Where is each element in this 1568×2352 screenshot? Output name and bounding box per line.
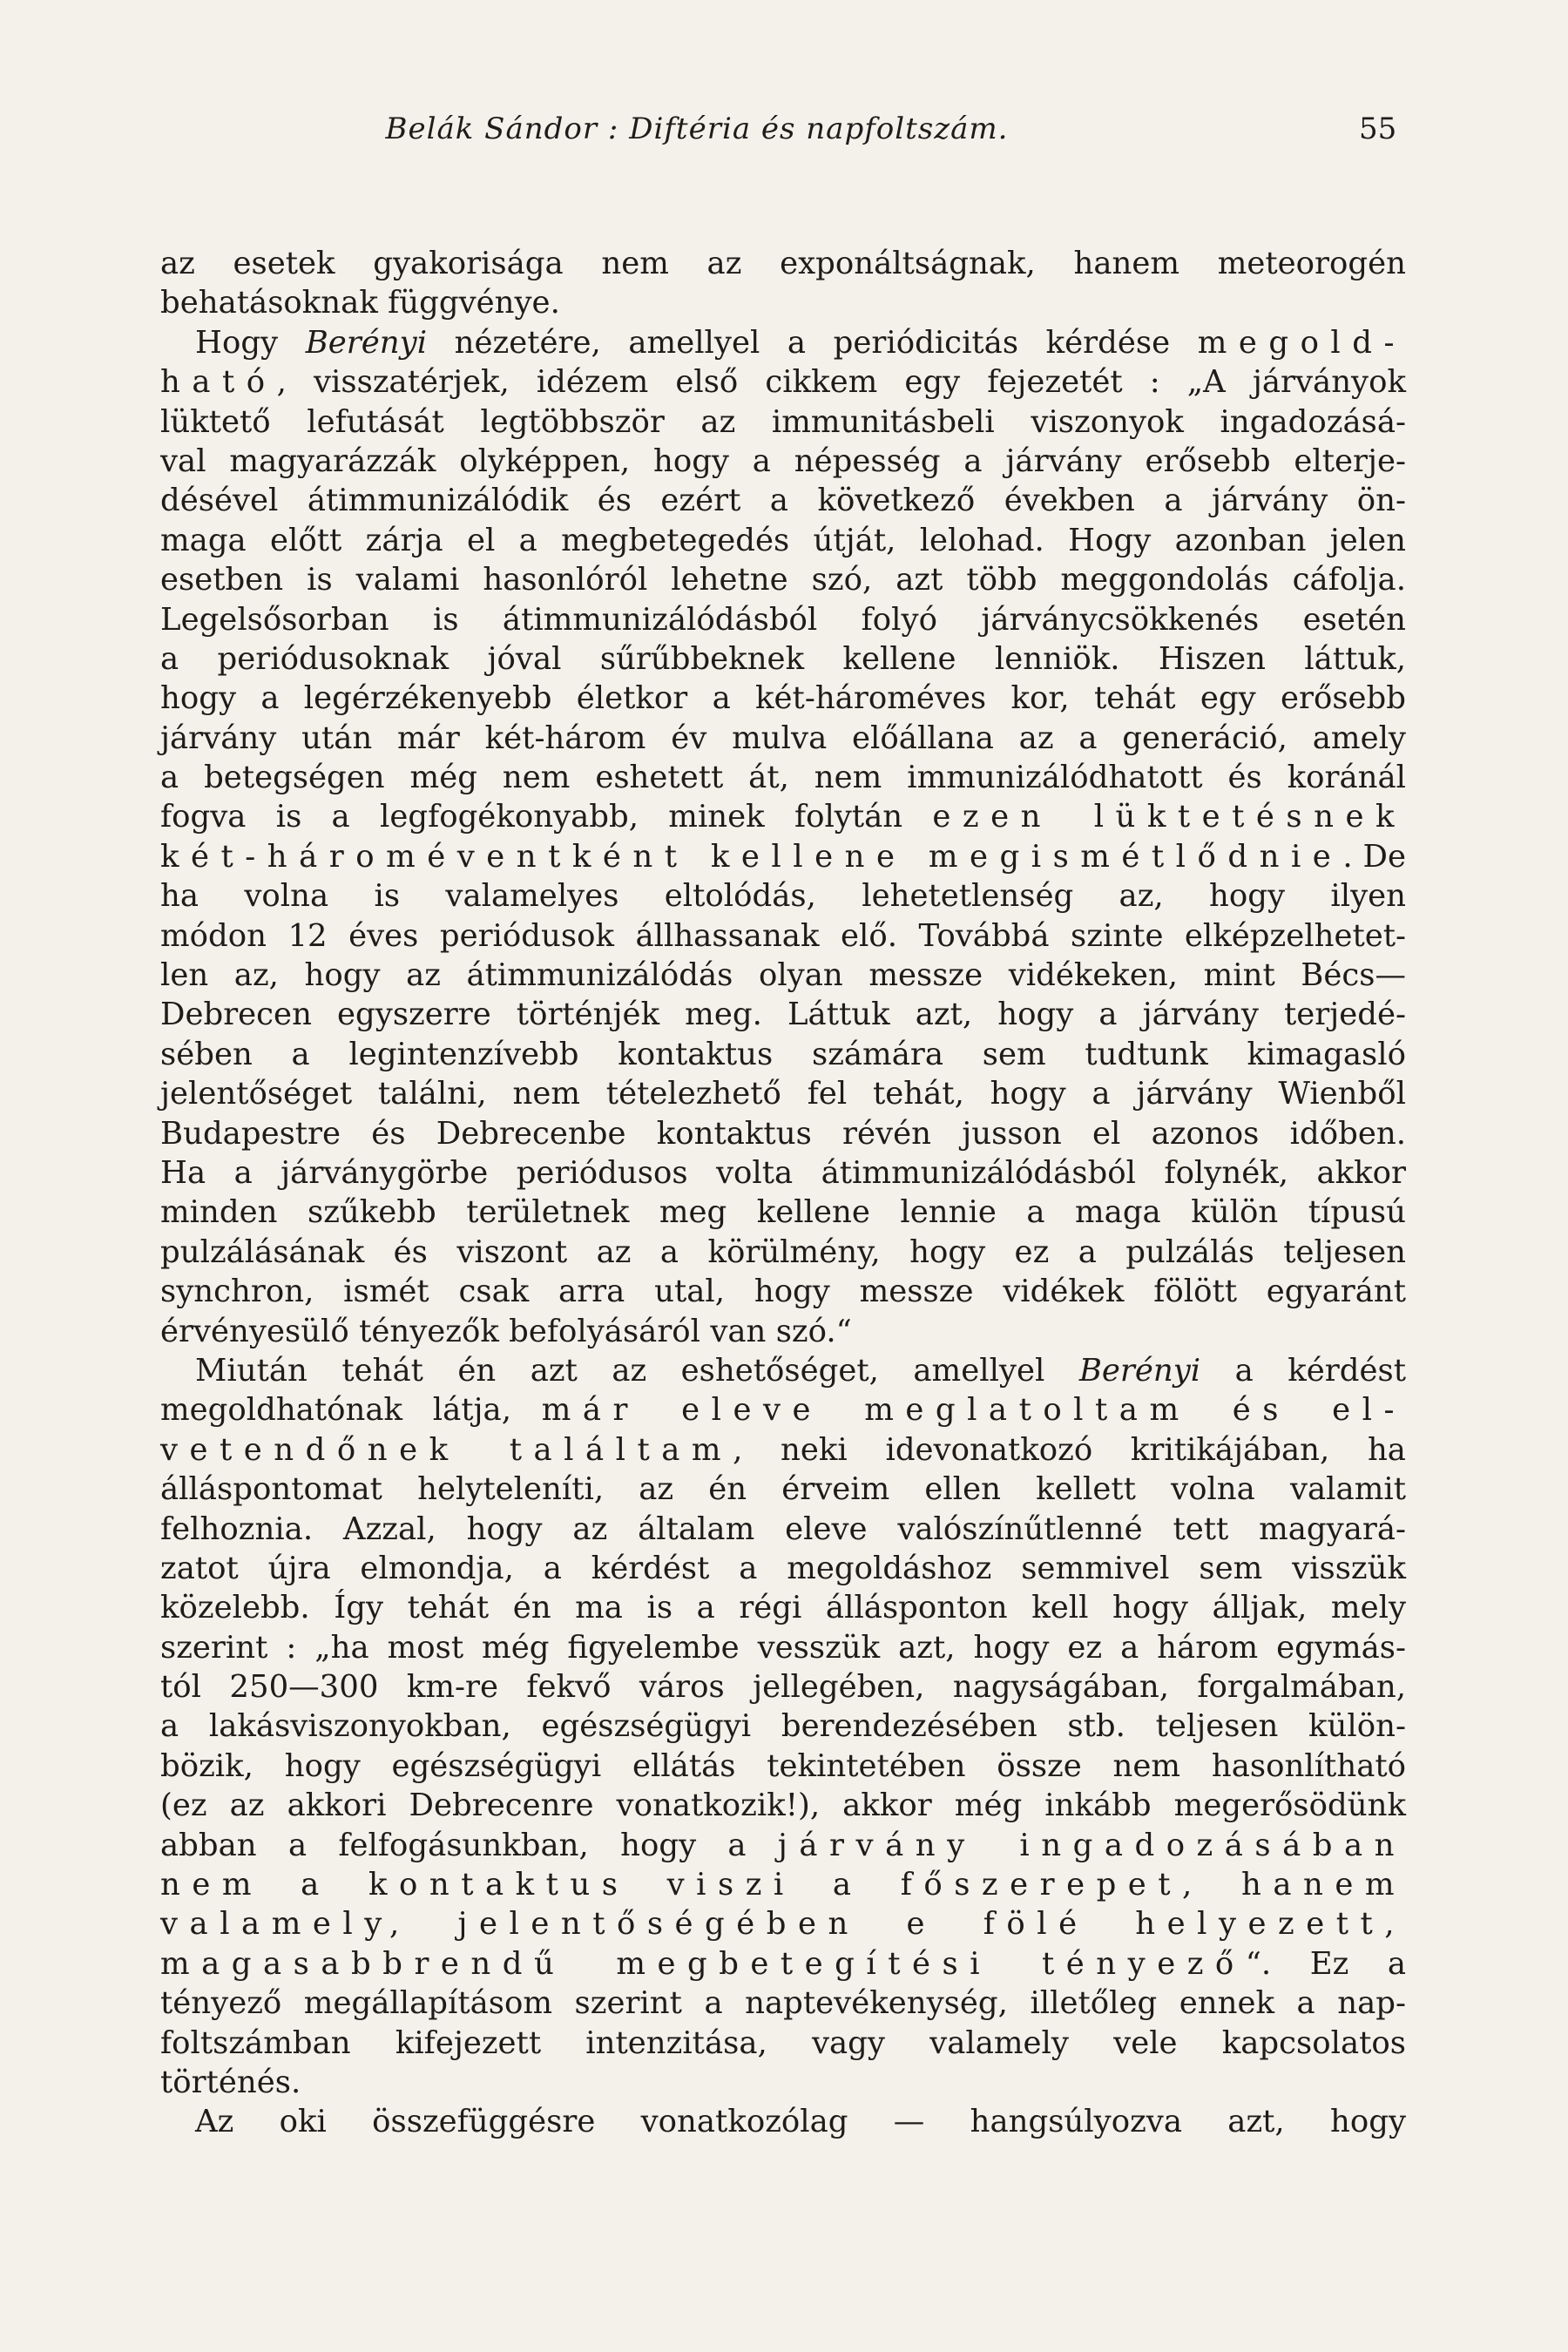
text-line: fogva is a legfogékonyabb, minek folytán ezen lüktetésnek: [160, 799, 1406, 835]
spaced-emphasis: járvány ingadozásában: [777, 1827, 1406, 1863]
spaced-emphasis: már eleve meglatoltam és el-: [541, 1392, 1406, 1429]
text-line: Miután tehát én azt az eshetőséget, amellyel Berényi a kérdést: [195, 1352, 1406, 1389]
text-line: lüktető lefutását legtöbbször az immunitásbeli viszonyok ingadozásá-: [160, 403, 1406, 440]
text-line: désével átimmunizálódik és ezért a következő években a járvány ön-: [160, 483, 1406, 519]
text-line: vetendőnek találtam, neki idevonatkozó kritikájában, ha: [160, 1431, 1406, 1468]
text-line: a lakásviszonyokban, egészségügyi berendezésében stb. teljesen külön-: [160, 1708, 1406, 1745]
text-line: minden szűkebb területnek meg kellene lennie a maga külön típusú: [160, 1194, 1406, 1231]
spaced-emphasis: ható: [160, 364, 277, 401]
text-line: synchron, ismét csak arra utal, hogy messze vidékek fölött egyaránt: [160, 1274, 1406, 1310]
running-title: Belák Sándor : Diftéria és napfoltszám.: [385, 112, 1009, 146]
text-line: tényező megállapításom szerint a naptevékenység, illetőleg ennek a nap-: [160, 1985, 1406, 2022]
text-line: foltszámban kifejezett intenzitása, vagy valamely vele kapcsolatos: [160, 2024, 1406, 2061]
body-text: [160, 244, 1406, 2142]
text-line: maga előtt zárja el a megbetegedés útját, lelohad. Hogy azonban jelen: [160, 522, 1406, 558]
text-line: Legelsősorban is átimmunizálódásból folyó járványcsökkenés esetén: [160, 601, 1406, 638]
text-line: történés.: [160, 2064, 301, 2100]
text-line: tól 250—300 km-re fekvő város jellegében, nagyságában, forgalmában,: [160, 1669, 1406, 1706]
text-line: szerint : „ha most még figyelembe vesszük azt, hogy ez a három egymás-: [160, 1629, 1406, 1666]
text-line: Ha a járványgörbe periódusos volta átimmunizálódásból folynék, akkor: [160, 1154, 1406, 1191]
text-line: a periódusoknak jóval sűrűbbeknek kellene lenniök. Hiszen láttuk,: [160, 640, 1406, 677]
text-line: sében a legintenzívebb kontaktus számára sem tudtunk kimagasló: [160, 1036, 1406, 1072]
text-line: val magyarázzák olyképpen, hogy a népesség a járvány erősebb elterje-: [160, 443, 1406, 479]
text-line: álláspontomat helyteleníti, az én érveim ellen kellett volna valamit: [160, 1471, 1406, 1508]
spaced-emphasis: két-hároméventként kellene megismétlődnie: [160, 838, 1343, 875]
spaced-emphasis: magasabbrendű megbetegítési tényező: [160, 1945, 1246, 1982]
spaced-emphasis: nem a kontaktus viszi a főszerepet, hanem: [160, 1867, 1406, 1903]
text-line: ha volna is valamelyes eltolódás, lehetetlenség az, hogy ilyen: [160, 878, 1406, 915]
text-line: módon 12 éves periódusok állhassanak elő. Továbbá szinte elképzelhetet-: [160, 917, 1406, 954]
spaced-emphasis: megold-: [1197, 324, 1406, 361]
text-line: ható, visszatérjek, idézem első cikkem egy fejezetét : „A járványok: [160, 364, 1406, 401]
text-line: Hogy Berényi nézetére, amellyel a periódicitás kérdése megold-: [195, 324, 1406, 361]
text-line: Budapestre és Debrecenbe kontaktus révén jusson el azonos időben.: [160, 1115, 1406, 1152]
text-line: abban a felfogásunkban, hogy a járvány ingadozásában: [160, 1827, 1406, 1863]
text-line: len az, hogy az átimmunizálódás olyan messze vidékeken, mint Bécs—: [160, 957, 1406, 994]
text-line: magasabbrendű megbetegítési tényező“. Ez a: [160, 1945, 1406, 1982]
text-line: Az oki összefüggésre vonatkozólag — hangsúlyozva azt, hogy: [195, 2104, 1406, 2140]
text-line: közelebb. Így tehát én ma is a régi állásponton kell hogy álljak, mely: [160, 1590, 1406, 1626]
spaced-emphasis: ezen lüktetésnek: [932, 799, 1406, 835]
text-line: a betegségen még nem eshetett át, nem immunizálódhatott és koránál: [160, 760, 1406, 796]
text-line: zatot újra elmondja, a kérdést a megoldáshoz semmivel sem visszük: [160, 1550, 1406, 1586]
text-line: (ez az akkori Debrecenre vonatkozik!), akkor még inkább megerősödünk: [160, 1788, 1406, 1824]
text-line: az esetek gyakorisága nem az exponáltságnak, hanem meteorogén: [160, 246, 1406, 281]
author-name: Berényi: [305, 324, 428, 361]
text-line: hogy a legérzékenyebb életkor a két-hároméves kor, tehát egy erősebb: [160, 680, 1406, 717]
text-line: járvány után már két-három év mulva előállana az a generáció, amely: [160, 720, 1406, 756]
text-line: érvényesülő tényezők befolyásáról van szó.“: [160, 1313, 852, 1349]
text-line: megoldhatónak látja, már eleve meglatoltam és el-: [160, 1392, 1406, 1429]
page-header: [0, 112, 1568, 164]
text-line: két-hároméventként kellene megismétlődnie. De: [160, 838, 1406, 875]
text-line: behatásoknak függvénye.: [160, 285, 560, 321]
spaced-emphasis: vetendőnek találtam: [160, 1431, 733, 1468]
text-line: esetben is valami hasonlóról lehetne szó, azt több meggondolás cáfolja.: [160, 562, 1406, 598]
spaced-emphasis: valamely, jelentőségében e fölé helyezett,: [160, 1906, 1406, 1943]
text-line: felhoznia. Azzal, hogy az általam eleve valószínűtlenné tett magyará-: [160, 1511, 1406, 1547]
author-name: Berényi: [1078, 1352, 1201, 1389]
text-line: jelentőséget találni, nem tételezhető fel tehát, hogy a járvány Wienből: [160, 1076, 1406, 1112]
text-line: pulzálásának és viszont az a körülmény, hogy ez a pulzálás teljesen: [160, 1233, 1406, 1270]
text-line: Debrecen egyszerre történjék meg. Láttuk azt, hogy a járvány terjedé-: [160, 997, 1406, 1033]
page-number: 55: [1359, 112, 1397, 146]
text-line: bözik, hogy egészségügyi ellátás tekintetében össze nem hasonlítható: [160, 1747, 1406, 1784]
